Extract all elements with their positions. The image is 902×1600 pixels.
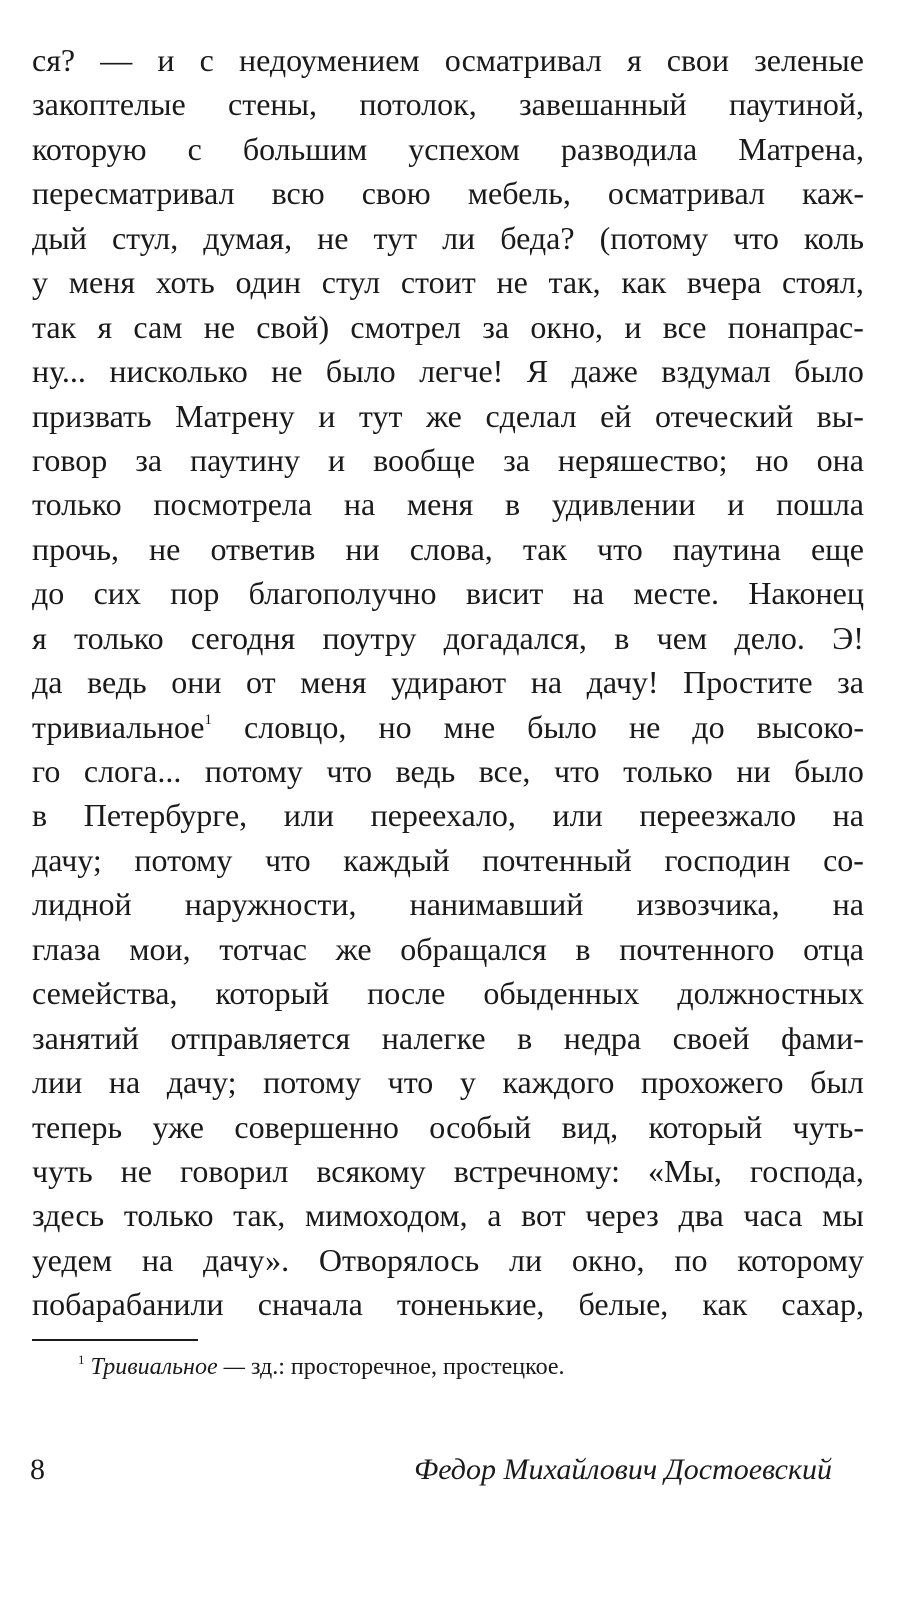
text-line: которую с большим успехом разводила Матрена, [32,130,864,167]
footnote-divider [32,1339,198,1341]
text-line: побарабанили сначала тоненькие, белые, как сахар, [32,1286,864,1323]
text-line: призвать Матрену и тут же сделал ей отеческий вы- [32,397,864,434]
text-line: го слога... потому что ведь все, что только ни было [32,753,864,789]
text-line: ну... нисколько не было легче! Я даже вздумал было [32,353,864,390]
text-line: прочь, не ответив ни слова, так что паутина еще [32,530,864,567]
running-title: Федор Михайлович Достоевский [414,1453,832,1486]
text-line: только посмотрела на меня в удивлении и пошла [32,486,864,523]
text-line: лии на дачу; потому что у каждого прохожего был [32,1064,864,1101]
text-line: семейства, который после обыденных должностных [32,975,864,1012]
text-line: занятий отправляется налегке в недра своей фами- [32,1019,864,1056]
text-line: в Петербурге, или переехало, или переезжало на [32,797,864,834]
text-line: глаза мои, тотчас же обращался в почтенного отца [32,930,864,967]
footnote-text: зд.: просторечное, простецкое. [244,1354,565,1380]
text-line: пересматривал всю свою мебель, осматривал каж- [32,175,864,212]
footnote-marker: 1 [78,1352,85,1367]
text-line: здесь только так, мимоходом, а вот через два часа мы [32,1197,864,1234]
text-line: лидной наружности, нанимавший извозчика, на [32,886,864,923]
text-line: ся? — и с недоумением осматривал я свои зеленые [32,42,864,78]
text-line: дый стул, думая, не тут ли беда? (потому что коль [32,219,864,256]
text-line: чуть не говорил всякому встречному: «Мы, господа, [32,1152,864,1189]
footnote-term: Тривиальное — [90,1354,245,1380]
page-number: 8 [30,1453,45,1486]
text-line: у меня хоть один стул стоит не так, как вчера стоял, [32,264,864,301]
text-line: теперь уже совершенно особый вид, который чуть- [32,1108,864,1145]
text-line: да ведь они от меня удирают на дачу! Простите за [32,664,864,701]
text-line: говор за паутину и вообще за неряшество; но она [32,441,864,478]
main-text [32,38,864,1327]
text-line: дачу; потому что каждый почтенный господин со- [32,841,864,878]
text-line: тривиальное$^1$ словцо, но мне было не до высоко- [32,708,864,745]
footnote [78,1350,565,1384]
text-line: так я сам не свой) смотрел за окно, и все понапрас- [32,308,864,345]
text-line: до сих пор благополучно висит на месте. Наконец [32,575,864,612]
text-line: закоптелые стены, потолок, завешанный паутиной, [32,86,864,123]
text-line: уедем на дачу». Отворялось ли окно, по которому [32,1241,864,1278]
text-line: я только сегодня поутру догадался, в чем дело. Э! [32,619,864,656]
